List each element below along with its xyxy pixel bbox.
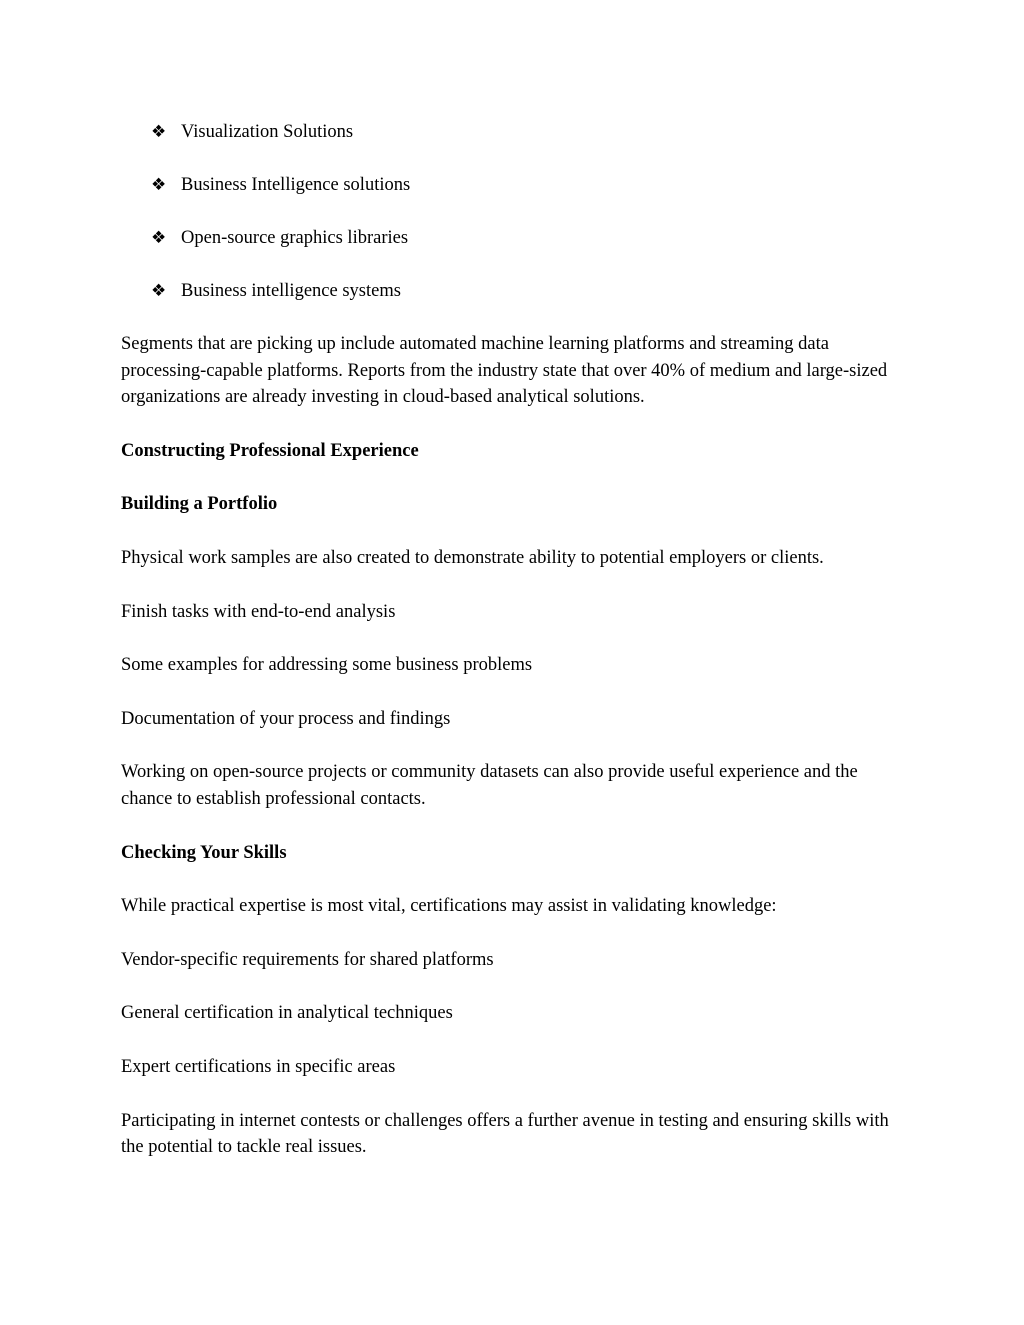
paragraph-documentation: Documentation of your process and findings: [121, 708, 451, 729]
paragraph-practical-expertise: While practical expertise is most vital, certifications may assist in validating knowledge:: [121, 896, 777, 917]
paragraph-vendor-specific: Vendor-specific requirements for shared platforms: [121, 949, 494, 970]
heading-building-portfolio: Building a Portfolio: [121, 494, 278, 515]
diamond-bullet-icon: ❖: [151, 175, 167, 195]
diamond-bullet-icon: ❖: [151, 228, 167, 248]
list-item: [121, 119, 901, 145]
list-item-text: Business Intelligence solutions: [181, 175, 411, 195]
list-item-text: Visualization Solutions: [181, 122, 354, 142]
heading-constructing-experience: Constructing Professional Experience: [121, 440, 419, 461]
list-item-text: Business intelligence systems: [181, 281, 401, 301]
list-item: [121, 225, 901, 251]
bullet-list: [121, 119, 901, 304]
paragraph-open-source: Working on open-source projects or community datasets can also provide useful experience and the chance to establish professional contacts.: [121, 762, 858, 809]
paragraph-expert-certifications: Expert certifications in specific areas: [121, 1056, 396, 1077]
paragraph-finish-tasks: Finish tasks with end-to-end analysis: [121, 601, 396, 622]
diamond-bullet-icon: ❖: [151, 281, 167, 301]
list-item: [121, 172, 901, 198]
paragraph-contests: Participating in internet contests or challenges offers a further avenue in testing and ensuring skills with the potential to tackle real issues.: [121, 1110, 889, 1158]
paragraph-examples: Some examples for addressing some business problems: [121, 655, 533, 676]
paragraph-general-certification: General certification in analytical techniques: [121, 1003, 453, 1024]
heading-checking-skills: Checking Your Skills: [121, 842, 287, 863]
document-page: [121, 119, 901, 1188]
list-item-text: Open-source graphics libraries: [181, 228, 409, 248]
list-item: [121, 278, 901, 304]
diamond-bullet-icon: ❖: [151, 122, 167, 142]
paragraph-work-samples: Physical work samples are also created to demonstrate ability to potential employers or clients.: [121, 547, 824, 568]
paragraph-segments: Segments that are picking up include automated machine learning platforms and streaming data processing-capable platforms. Reports from the industry state that over 40% of medium and large-sized organizations are already investing in cloud-based analytical solutions.: [121, 334, 888, 408]
